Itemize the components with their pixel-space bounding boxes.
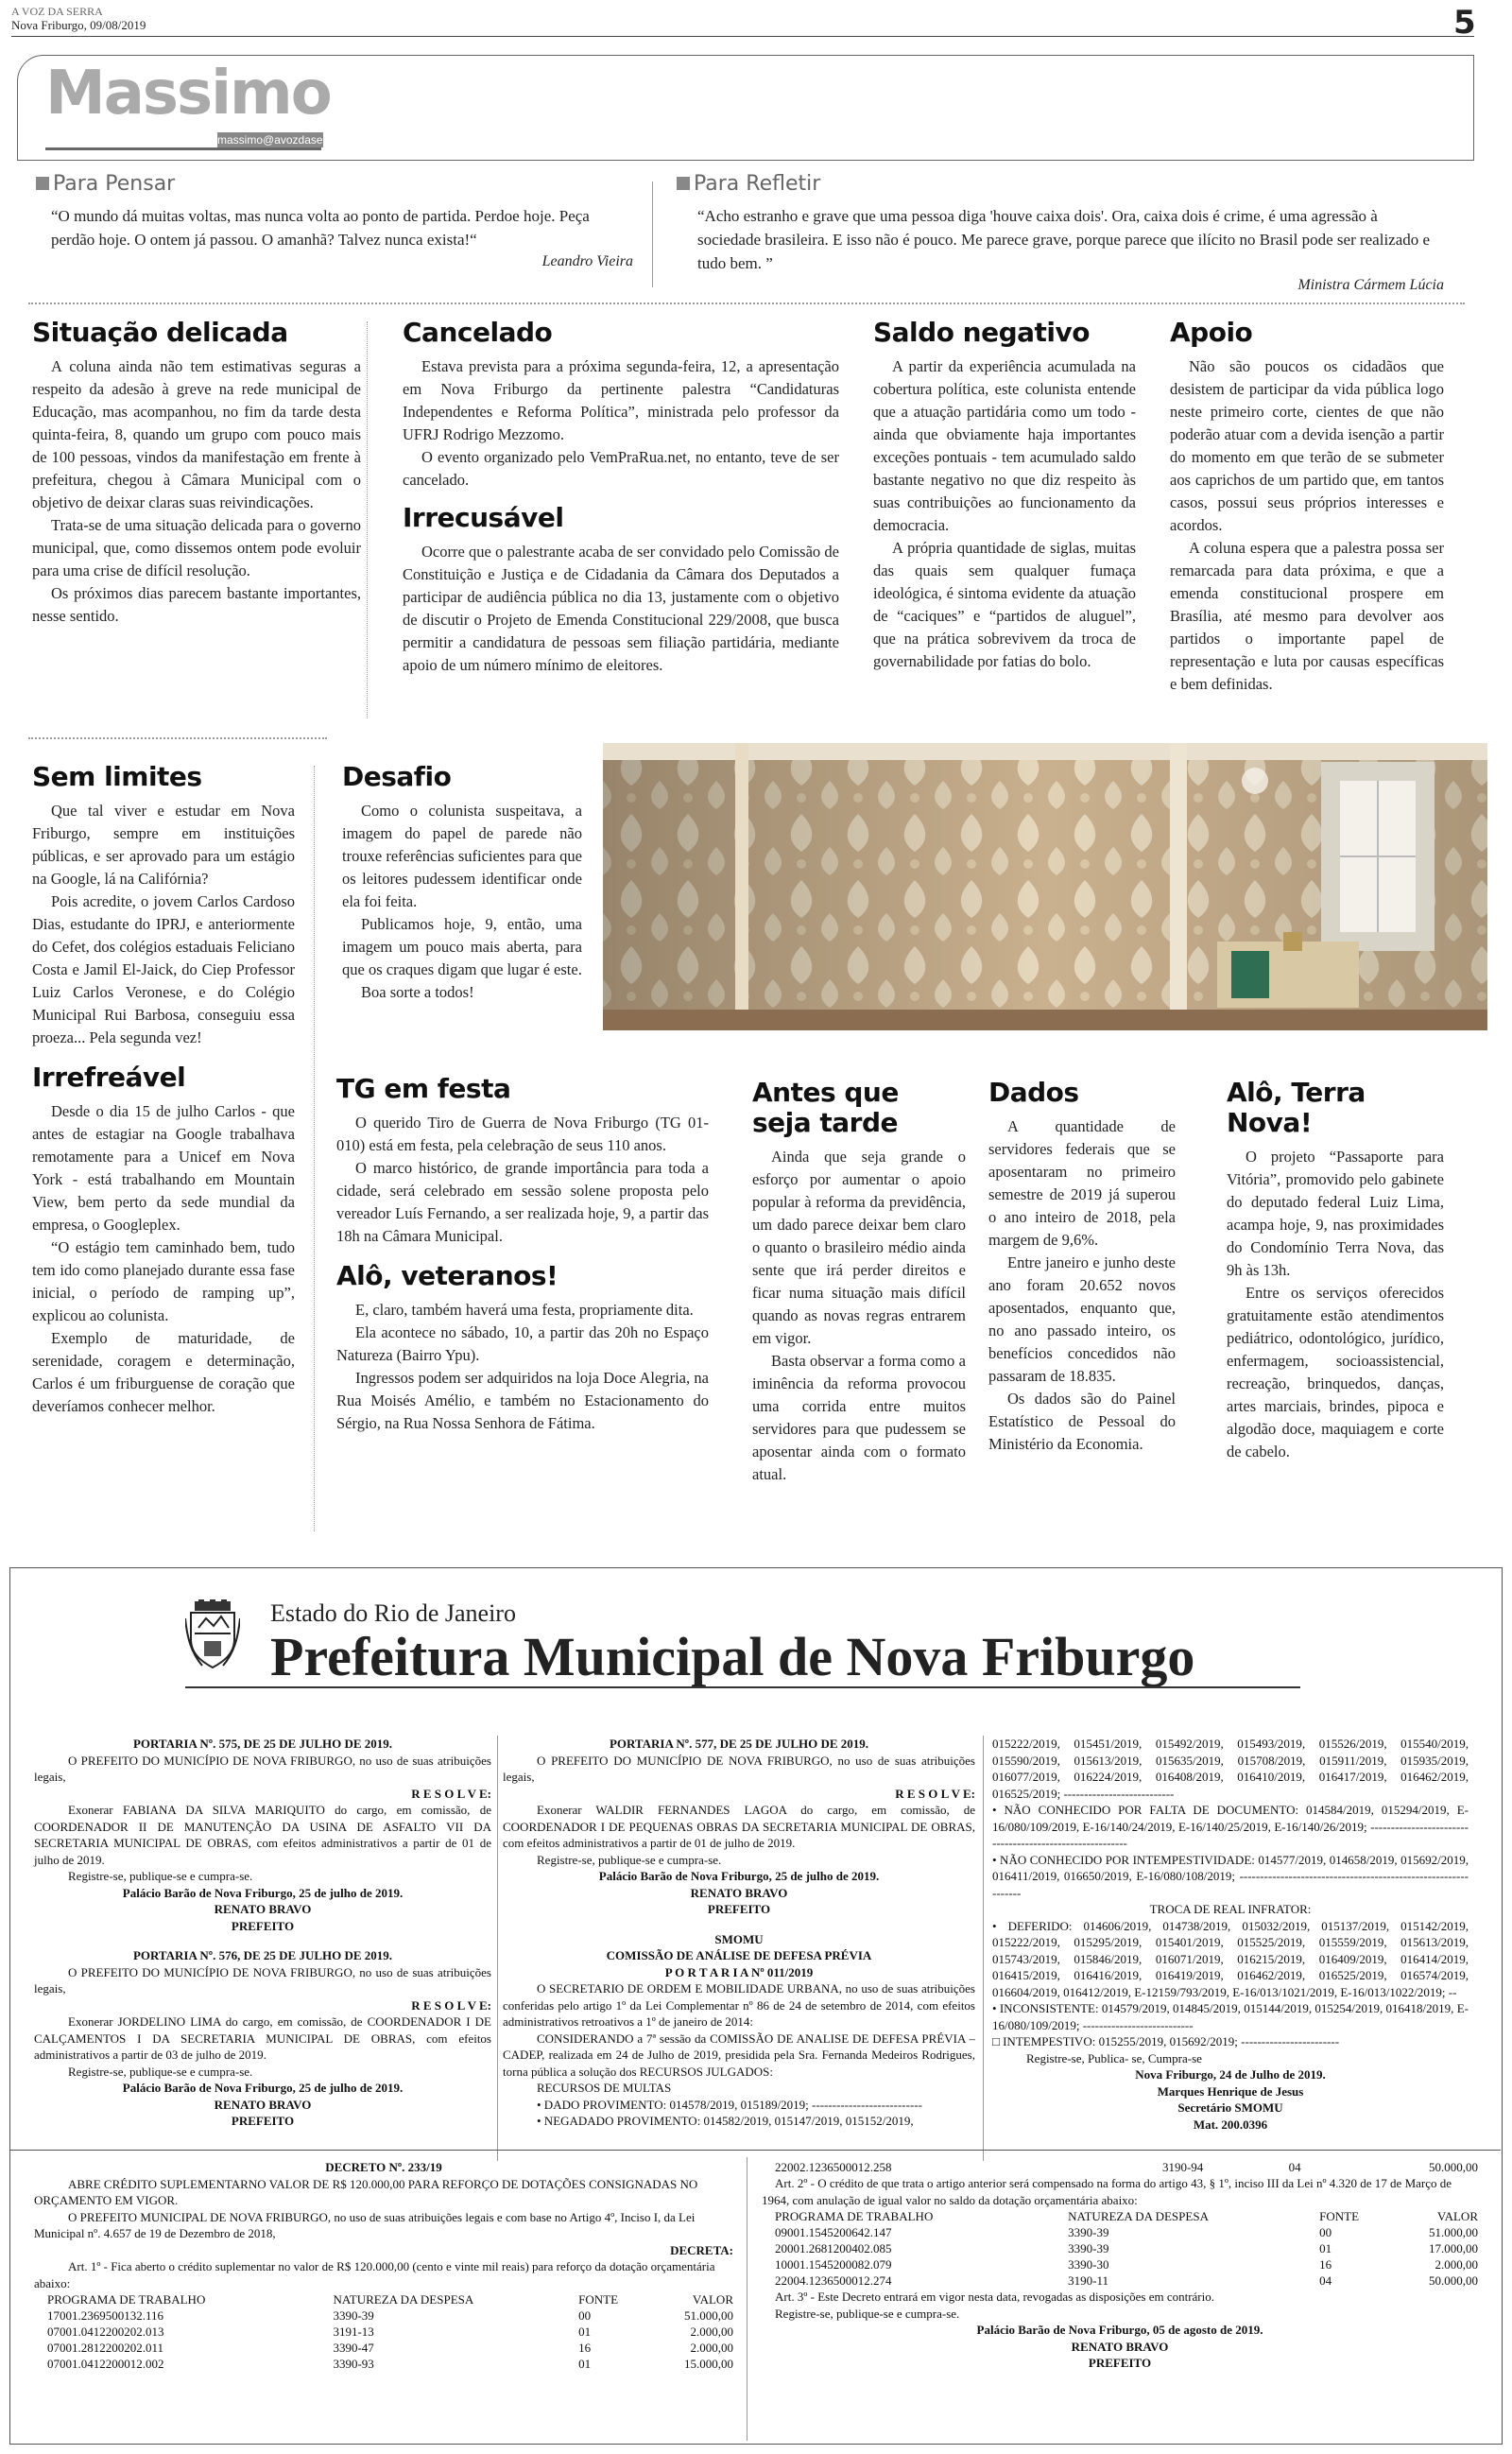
table-cell: 01	[1319, 2241, 1332, 2255]
table-row	[34, 2356, 733, 2372]
legal-line: Secretário SMOMU	[1177, 2100, 1283, 2115]
table-cell: 07001.0412200012.002	[47, 2357, 164, 2371]
decreto-left	[34, 2159, 733, 2372]
decreto-table-2	[762, 2208, 1478, 2289]
section-divider	[28, 302, 1465, 304]
legal-line: PREFEITO	[231, 2114, 295, 2128]
decreto-table-cont	[762, 2159, 1478, 2175]
paragraph: Basta observar a forma como a iminência da reforma provocou uma corrida entre muitos servidores para que pudessem se aposentar ainda com o formato atual.	[752, 1352, 966, 1483]
story-title: Desafio	[342, 761, 452, 792]
para-pensar	[36, 172, 633, 272]
story-title: Situação delicada	[32, 317, 288, 348]
legal-line: P O R T A R I A Nº 011/2019	[664, 1964, 814, 1979]
legal-line: O PREFEITO DO MUNICÍPIO DE NOVA FRIBURGO, no uso de suas atribuições legais,	[34, 1753, 491, 1784]
state-name: Estado do Rio de Janeiro	[270, 1599, 516, 1627]
column-header: VALOR	[1436, 2209, 1478, 2223]
paragraph: Como o colunista suspeitava, a imagem do papel de parede não trouxe referências suficientes para que os leitores pudessem identificar onde ela foi feita.	[342, 802, 582, 910]
table-cell: 3390-47	[333, 2341, 374, 2355]
legal-line: • DEFERIDO: 014606/2019, 014738/2019, 015032/2019, 015137/2019, 015142/2019, 015222/2019, 015295/2019, 015401/2019, 015525/2019, 015559/2019, 015613/2019, 015743/2019, 015846/2019, 016071/2019, 016215/2019, 016409/2019, 016414/2019, 016415/2019, 016416/2019, 016419/2019, 016462/2019, 016525/2019, 016574/2019, 016604/2019, 016412/2019, E-12159/793/2019, E-16/013/1021/2019, E-16/013/1022/2019; --	[992, 1918, 1469, 1999]
table-cell: 04	[1319, 2273, 1332, 2288]
table-cell: 07001.0412200202.013	[47, 2324, 164, 2339]
table-cell: 50.000,00	[1429, 2273, 1478, 2288]
column-header: FONTE	[1319, 2209, 1360, 2223]
legal-line: 015222/2019, 015451/2019, 015492/2019, 015493/2019, 015526/2019, 015540/2019, 015590/2019, 015613/2019, 015635/2019, 015708/2019, 015911/2019, 015935/2019, 016077/2019, 016224/2019, 016408/2019, 016410/2019, 016417/2019, 016462/2019, 016525/2019; ---------------------------	[992, 1737, 1469, 1801]
column-email: massimo@avozdaserra.com.br	[217, 133, 375, 147]
paragraph: A partir da experiência acumulada na cobertura política, este colunista entende que a atuação partidária como um todo - ainda que obviamente haja importantes exceções pontuais - tem acumulado saldo bastante negativo no que diz respeito às suas contribuições ao funcionamento da democracia.	[873, 357, 1136, 534]
story-situacao	[32, 318, 361, 628]
table-header-row	[762, 2208, 1478, 2224]
story-title: Alô, veteranos!	[336, 1260, 558, 1291]
story-saldo	[873, 318, 1136, 673]
legal-line: PORTARIA Nº. 575, DE 25 DE JULHO DE 2019.	[132, 1737, 393, 1751]
table-row	[762, 2273, 1478, 2289]
square-bullet-icon	[36, 177, 49, 190]
legal-line: COMISSÃO DE ANÁLISE DE DEFESA PRÉVIA	[606, 1948, 872, 1962]
decreto-art1: Art. 1º - Fica aberto o crédito suplementar no valor de R$ 120.000,00 (cento e vinte mil reais) para reforço da dotação orçamentária abaixo:	[34, 2259, 715, 2290]
paragraph: Entre janeiro e junho deste ano foram 20.652 novos aposentados, enquanto que, no ano passado inteiro, os benefícios concedidos não passaram de 18.835.	[988, 1253, 1176, 1385]
table-cell: 20001.2681200402.085	[775, 2241, 892, 2255]
legal-line: Palácio Barão de Nova Friburgo, 25 de julho de 2019.	[122, 1885, 404, 1900]
story-title: Irrefreável	[32, 1062, 186, 1093]
legal-column-1	[34, 1736, 491, 2130]
spacer	[34, 1934, 491, 1947]
legal-line: PORTARIA Nº. 576, DE 25 DE JULHO DE 2019.	[132, 1948, 393, 1962]
paragraph: A coluna ainda não tem estimativas seguras a respeito da adesão à greve na rede municipal de Educação, mas acompanhou, no fim da tarde desta quinta-feira, 8, quando um grupo com pouco mais de 100 pessoas, vindos da manifestação em frente à prefeitura, chegou à Câmara Municipal com o objetivo de deixar claras suas reivindicações.	[32, 357, 361, 511]
story-dados	[988, 1078, 1176, 1456]
story-title: Irrecusável	[403, 502, 564, 533]
table-cell: 00	[1319, 2225, 1332, 2239]
column-header: VALOR	[692, 2292, 733, 2307]
story-apoio	[1170, 318, 1444, 696]
paragraph: Os dados são do Painel Estatístico de Pessoal do Ministério da Economia.	[988, 1390, 1176, 1453]
decreto-rule	[9, 2150, 1501, 2151]
spacer	[503, 1918, 975, 1931]
decreto-ementa: ABRE CRÉDITO SUPLEMENTARNO VALOR DE R$ 120.000,00 PARA REFORÇO DE DOTAÇÕES CONSIGNADAS NO ORÇAMENTO EM VIGOR.	[34, 2176, 698, 2207]
decreto-sign: RENATO BRAVO	[1071, 2339, 1169, 2354]
paragraph: E, claro, também haverá uma festa, propriamente dita.	[355, 1301, 694, 1319]
para-refletir-quote: “Acho estranho e grave que uma pessoa diga 'houve caixa dois'. Ora, caixa dois é crime, é uma agressão à sociedade brasileira. E isso não é pouco. Me parece grave, porque parece que ilícito no Brasil pode ser realizado e tudo bem. ”	[697, 207, 1431, 272]
para-pensar-author: Leandro Vieira	[541, 253, 633, 269]
legal-line: PORTARIA Nº. 577, DE 25 DE JULHO DE 2019.	[609, 1737, 869, 1751]
column-rule	[314, 766, 315, 1531]
legal-line: Mat. 200.0396	[1193, 2117, 1268, 2132]
table-header-row	[34, 2291, 733, 2307]
table-cell: 01	[578, 2324, 592, 2339]
column-header: PROGRAMA DE TRABALHO	[47, 2292, 206, 2307]
legal-line: O PREFEITO DO MUNICÍPIO DE NOVA FRIBURGO, no uso de suas atribuições legais,	[503, 1753, 975, 1784]
legal-line: O SECRETARIO DE ORDEM E MOBILIDADE URBANA, no uso de suas atribuições conferidas pelo artigo 1º da Lei Complementar nº 86 de 24 de setembro de 2014, com efeitos administrativos retroativos a 1º de janeiro de 2014:	[503, 1981, 975, 2029]
table-row	[34, 2324, 733, 2340]
story-antes	[752, 1078, 966, 1486]
paragraph: Publicamos hoje, 9, então, uma imagem um pouco mais aberta, para que os craques digam que lugar é este.	[342, 915, 582, 978]
table-cell: 3390-93	[333, 2357, 374, 2371]
paragraph: “O estágio tem caminhado bem, tudo tem ido como planejado durante essa fase inicial, o período de ramping up”, explicou ao colunista.	[32, 1238, 295, 1324]
paragraph: A própria quantidade de siglas, muitas das quais sem qualquer fumaça ideológica, é sintoma evidente da atuação de “caciques” e “partidos de aluguel”, que na prática sobrevivem da troca de governabilidade por fatias do bolo.	[873, 539, 1136, 670]
legal-line: RENATO BRAVO	[690, 1885, 788, 1900]
para-refletir-title: Para Refletir	[694, 172, 821, 196]
legal-rule	[983, 1736, 984, 2161]
paragraph: Boa sorte a todos!	[361, 983, 474, 1001]
table-cell: 17001.2369500132.116	[47, 2308, 164, 2323]
table-cell: 3390-30	[1068, 2257, 1109, 2272]
paragraph: Ainda que seja grande o esforço por aumentar o apoio popular à reforma da previdência, um dado parece deixar bem claro o quanto o brasileiro médio ainda sente que irá perder direitos e ficar numa situação mais difícil quando as novas regras entrarem em vigor.	[752, 1148, 966, 1347]
table-cell: 3190-11	[1068, 2273, 1109, 2288]
story-desafio	[342, 762, 582, 1004]
chapel-photo	[603, 743, 1487, 1030]
legal-line: • NÃO CONHECIDO POR INTEMPESTIVIDADE: 014577/2019, 014658/2019, 015692/2019, 016411/2019, 016650/2019, E-16/080/108/2019; ---------------------------------------------------------------	[992, 1852, 1469, 1900]
paragraph: A quantidade de servidores federais que se aposentaram no primeiro semestre de 2019 já superou o ano inteiro de 2018, pela margem de 9,6%.	[988, 1117, 1176, 1249]
table-cell: 2.000,00	[690, 2324, 733, 2339]
column-title: Massimo	[45, 59, 331, 129]
paragraph: Desde o dia 15 de julho Carlos - que antes de estagiar na Google trabalhava remotamente para a Unicef em Nova York - está trabalhando em Mountain View, bem perto da sede mundial da empresa, o Googleplex.	[32, 1102, 295, 1234]
paragraph: Exemplo de maturidade, de serenidade, coragem e determinação, Carlos é um friburguense de coração que deveríamos conhecer melhor.	[32, 1329, 295, 1415]
para-refletir	[677, 172, 1444, 296]
decreto-preambulo: O PREFEITO MUNICIPAL DE NOVA FRIBURGO, no uso de suas atribuições legais e com base no Artigo 4º, Inciso I, da Lei Municipal nº. 4.657 de 19 de Dezembro de 2018,	[34, 2209, 696, 2240]
legal-line: TROCA DE REAL INFRATOR:	[1149, 1902, 1312, 1916]
coat-of-arms-icon	[185, 1599, 240, 1671]
legal-line: PREFEITO	[707, 1902, 771, 1916]
legal-line: • INCONSISTENTE: 014579/2019, 014845/2019, 015144/2019, 015254/2019, 016418/2019, E-16/080/109/2019; ---------------------------	[992, 2001, 1469, 2032]
paragraph: O projeto “Passaporte para Vitória”, promovido pelo gabinete do deputado federal Luiz Lima, acampa hoje, 9, nas proximidades do Condomínio Terra Nova, das 9h às 13h.	[1227, 1148, 1444, 1279]
legal-line: PREFEITO	[231, 1918, 295, 1933]
column-header: FONTE	[578, 2292, 619, 2307]
para-pensar-quote: “O mundo dá muitas voltas, mas nunca volta ao ponto de partida. Perdoe hoje. Peça perdão hoje. O ontem já passou. O amanhã? Talvez nunca exista!“	[51, 207, 590, 249]
column-header: NATUREZA DA DESPESA	[1068, 2209, 1209, 2223]
table-row	[762, 2240, 1478, 2256]
legal-line: Palácio Barão de Nova Friburgo, 25 de julho de 2019.	[122, 2081, 404, 2095]
legal-line: Palácio Barão de Nova Friburgo, 25 de julho de 2019.	[598, 1869, 880, 1883]
legal-line: Registre-se, publique-se e cumpra-se.	[68, 2064, 253, 2079]
table-row	[34, 2307, 733, 2324]
table-cell: 09001.1545200642.147	[775, 2225, 892, 2239]
decreto-role: PREFEITO	[1088, 2356, 1152, 2370]
table-cell: 51.000,00	[1429, 2225, 1478, 2239]
table-row	[34, 2340, 733, 2356]
paragraph: Ocorre que o palestrante acaba de ser convidado pelo Comissão de Constituição e Justiça e de Cidadania da Câmara dos Deputados a participar de audiência pública no dia 13, justamente com o objetivo de discutir o Projeto de Emenda Constitucional 229/2008, que busca permitir a candidatura de pessoas sem filiação partidária, mediante apoio de um número mínimo de eleitores.	[403, 543, 839, 674]
prefeitura-name: Prefeitura Municipal de Nova Friburgo	[270, 1626, 1195, 1687]
legal-line: RENATO BRAVO	[214, 1902, 312, 1916]
masthead-rule	[11, 36, 1474, 37]
table-cell: 2.000,00	[1435, 2257, 1478, 2272]
paragraph: Trata-se de uma situação delicada para o governo municipal, que, como dissemos ontem pode evoluir para uma crise de difícil resolução.	[32, 516, 361, 579]
story-sem-limites	[32, 762, 295, 1418]
story-title: Cancelado	[403, 317, 553, 348]
story-tg	[336, 1074, 709, 1435]
story-title: Saldo negativo	[873, 317, 1091, 348]
paragraph: Pois acredite, o jovem Carlos Cardoso Dias, estudante do IPRJ, e anteriormente do Cefet, dos colégios estaduais Feliciano Costa e Jamil El-Jaick, do Ciep Professor Luiz Carlos Veronese, e do Colégio Municipal Rui Barbosa, conseguiu essa proeza... Pela segunda vez!	[32, 892, 295, 1046]
table-cell: 04	[1288, 2160, 1301, 2174]
legal-line: O PREFEITO DO MUNICÍPIO DE NOVA FRIBURGO, no uso de suas atribuições legais,	[34, 1964, 491, 1996]
legal-line: • DADO PROVIMENTO: 014578/2019, 015189/2019; ---------------------------	[537, 2097, 922, 2112]
legal-line: Nova Friburgo, 24 de Julho de 2019.	[1135, 2067, 1326, 2082]
paragraph: O marco histórico, de grande importância para toda a cidade, será celebrado em sessão solene proposta pelo vereador Luís Fernando, a ser realizada hoje, 9, a partir das 18h na Câmara Municipal.	[336, 1159, 709, 1245]
table-cell: 3190-94	[1161, 2160, 1204, 2174]
legal-line: R E S O L V E:	[411, 1997, 491, 2013]
story-title: Alô, Terra Nova!	[1227, 1077, 1366, 1138]
legal-line: • NÃO CONHECIDO POR FALTA DE DOCUMENTO: 014584/2019, 015294/2019, E-16/080/109/2019, E-16/140/24/2019, E-16/140/25/2019, E-16/140/26/2019; ---------------------------------------------------------	[992, 1803, 1469, 1850]
paragraph: Não são poucos os cidadãos que desistem de participar da vida pública logo neste primeiro corte, cientes de que não poderão atuar com a devida isenção a partir do momento em que terão de se submeter aos caprichos de um partido que, em tantos casos, possui seus próprios interesses e acordos.	[1170, 357, 1444, 534]
story-cancelado	[403, 318, 839, 677]
legal-rule	[497, 1736, 498, 2161]
table-cell: 15.000,00	[684, 2357, 733, 2371]
paragraph: Ela acontece no sábado, 10, a partir das 20h no Espaço Natureza (Bairro Ypu).	[336, 1323, 709, 1364]
decreto-table-1	[34, 2291, 733, 2372]
column-header: PROGRAMA DE TRABALHO	[775, 2209, 934, 2223]
legal-column-3	[992, 1736, 1469, 2133]
table-cell: 2.000,00	[690, 2341, 733, 2355]
paragraph: Entre os serviços oferecidos gratuitamente estão atendimentos pediátrico, odontológico, jurídico, enfermagem, socioassistencial, recreação, brinquedos, danças, artes marciais, brindes, pipoca e algodão doce, maquiagem e corte de cabelo.	[1227, 1284, 1444, 1460]
table-cell: 01	[578, 2357, 592, 2371]
table-cell: 22004.1236500012.274	[775, 2273, 892, 2288]
legal-line: RENATO BRAVO	[214, 2097, 312, 2112]
column-header: NATUREZA DA DESPESA	[333, 2292, 474, 2307]
legal-line: R E S O L V E:	[411, 1786, 491, 1801]
table-cell: 51.000,00	[684, 2308, 733, 2323]
table-cell: 16	[578, 2341, 592, 2355]
table-row	[762, 2224, 1478, 2240]
paragraph: O querido Tiro de Guerra de Nova Friburgo (TG 01-010) está em festa, pela celebração de seus 110 anos.	[336, 1114, 709, 1154]
table-cell: 00	[578, 2308, 592, 2323]
table-cell: 17.000,00	[1429, 2241, 1478, 2255]
paragraph: A coluna espera que a palestra possa ser remarcada para data próxima, e que a emenda constitucional prospere em Brasília, até mesmo para devolver aos partidos o importante papel de representação e luta por causas específicas e bem definidas.	[1170, 539, 1444, 693]
chapel-interior-image	[603, 743, 1487, 1030]
legal-line: Exonerar FABIANA DA SILVA MARIQUITO do cargo, em comissão, de COORDENADOR II DE MANUTENÇÃO DA USINA DE ASFALTO VII DA SECRETARIA MUNICIPAL DE OBRAS, com efeitos administrativos a partir de 01 de julho de 2019.	[34, 1803, 491, 1867]
table-cell: 3390-39	[1068, 2225, 1109, 2239]
page-number: 5	[1453, 4, 1476, 42]
table-cell: 3390-39	[333, 2308, 374, 2323]
table-row	[762, 2159, 1478, 2175]
paragraph: Estava prevista para a próxima segunda-feira, 12, a apresentação em Nova Friburgo da pertinente palestra “Candidaturas Independentes e Reforma Política”, ministrada pelo professor da UFRJ Rodrigo Mezzomo.	[403, 357, 839, 443]
decreto-decreta: DECRETA:	[670, 2242, 733, 2257]
legal-line: Registre-se, publique-se e cumpra-se.	[68, 1869, 253, 1883]
column-underline	[45, 147, 321, 150]
story-terra-nova	[1227, 1078, 1444, 1463]
table-cell: 3191-13	[333, 2324, 374, 2339]
decreto-title: DECRETO Nº. 233/19	[325, 2160, 442, 2174]
table-row	[762, 2256, 1478, 2273]
decreto-fecho: Registre-se, publique-se e cumpra-se.	[775, 2306, 960, 2321]
story-title: Sem limites	[32, 761, 202, 792]
table-cell: 3390-39	[1068, 2241, 1109, 2255]
column-rule	[367, 321, 368, 718]
story-title: Dados	[988, 1077, 1079, 1108]
square-bullet-icon	[677, 177, 690, 190]
table-cell: 07001.2812200202.011	[47, 2341, 164, 2355]
paragraph: Que tal viver e estudar em Nova Friburgo, sempre em instituições públicas, e ser aprovado para um estágio na Google, lá na Califórnia?	[32, 802, 295, 888]
table-cell: 22002.1236500012.258	[775, 2160, 892, 2174]
legal-line: Registre-se, publique-se e cumpra-se.	[537, 1852, 722, 1867]
paragraph: O evento organizado pelo VemPraRua.net, no entanto, teve de ser cancelado.	[403, 448, 839, 489]
table-cell: 16	[1319, 2257, 1332, 2272]
paper-name: A VOZ DA SERRA	[11, 5, 103, 18]
legal-line: Exonerar JORDELINO LIMA do cargo, em comissão, de COORDENADOR I DE CALÇAMENTOS I DA SECRETARIA MUNICIPAL DE OBRAS, com efeitos administrativos a partir de 03 de julho de 2019.	[34, 2014, 491, 2062]
table-cell: 10001.1545200082.079	[775, 2257, 892, 2272]
paragraph: Ingressos podem ser adquiridos na loja Doce Alegria, na Rua Moisés Amélio, e também no Estacionamento do Sérgio, na Rua Nossa Senhora de Fátima.	[336, 1369, 709, 1432]
legal-line: □ INTEMPESTIVO: 015255/2019, 015692/2019; ------------------------	[992, 2034, 1340, 2048]
para-refletir-author: Ministra Cármem Lúcia	[1297, 277, 1444, 293]
story-title: Apoio	[1170, 317, 1253, 348]
decreto-art3: Art. 3º - Este Decreto entrará em vigor nesta data, revogadas as disposições em contrário.	[775, 2290, 1214, 2304]
legal-line: SMOMU	[714, 1931, 764, 1946]
dateline: Nova Friburgo, 09/08/2019	[11, 18, 146, 32]
para-pensar-title: Para Pensar	[53, 172, 176, 196]
table-cell: 50.000,00	[1429, 2160, 1478, 2174]
story-title: TG em festa	[336, 1073, 511, 1104]
legal-line: Marques Henrique de Jesus	[1157, 2083, 1304, 2099]
legal-column-2	[503, 1736, 975, 2130]
legal-line: Exonerar WALDIR FERNANDES LAGOA do cargo, em comissão, de COORDENADOR I DE PEQUENAS OBRAS DA SECRETARIA MUNICIPAL DE OBRAS, com efeitos administrativos a partir de 01 de julho de 2019.	[503, 1803, 975, 1850]
decreto-local: Palácio Barão de Nova Friburgo, 05 de agosto de 2019.	[976, 2323, 1263, 2337]
quote-divider	[652, 181, 653, 287]
legal-line: R E S O L V E:	[895, 1786, 975, 1801]
section-divider	[28, 737, 327, 739]
legal-line: RECURSOS DE MULTAS	[537, 2081, 672, 2095]
legal-line: CONSIDERANDO a 7ª sessão da COMISSÃO DE ANALISE DE DEFESA PRÉVIA – CADEP, realizada em 24 de Julho de 2019, presidida pela Sra. Fernanda Medeiros Rodrigues, torna pública a solução dos RECURSOS JULGADOS:	[503, 2031, 975, 2079]
decreto-art2: Art. 2º - O crédito de que trata o artigo anterior será compensado na forma do artigo 43, § 1º, inciso III da Lei nº 4.320 de 17 de Março de 1964, com anulação de igual valor no saldo da dotação orçamentária abaixo:	[762, 2176, 1452, 2207]
legal-line: • NEGADADO PROVIMENTO: 014582/2019, 015147/2019, 015152/2019,	[537, 2114, 914, 2128]
story-title: Antes que seja tarde	[752, 1077, 899, 1138]
paragraph: Os próximos dias parecem bastante importantes, nesse sentido.	[32, 584, 361, 625]
prefeitura-rule	[185, 1686, 1300, 1688]
decreto-right	[762, 2159, 1478, 2372]
legal-line: Registre-se, Publica- se, Cumpra-se	[1026, 2050, 1202, 2065]
